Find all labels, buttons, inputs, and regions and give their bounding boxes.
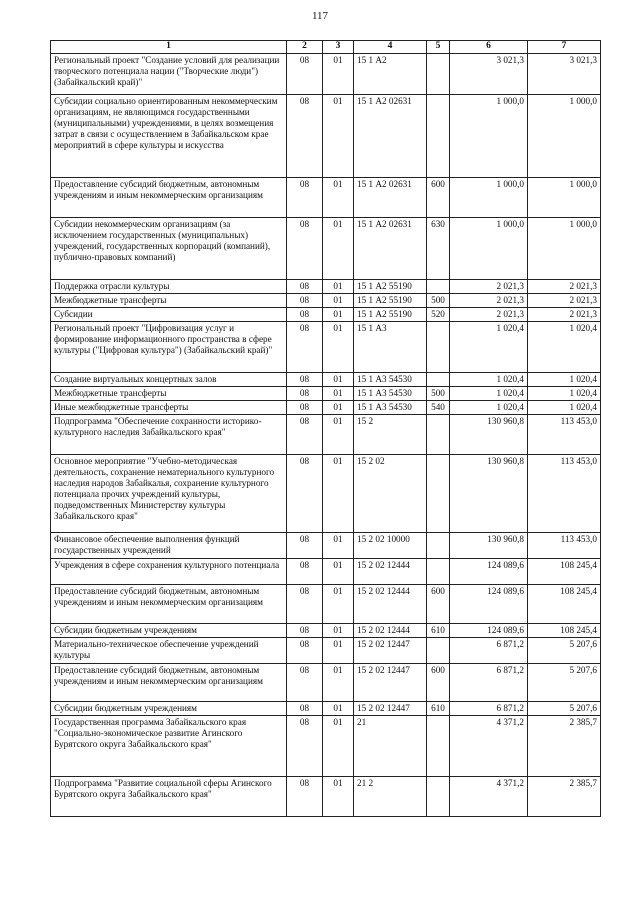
- cell-target-code: 15 1 А2 55190: [354, 280, 427, 294]
- cell-amount-2: 2 021,3: [528, 280, 601, 294]
- cell-amount-1: 1 020,4: [450, 322, 528, 373]
- table-row: [51, 585, 601, 624]
- cell-subsection: 01: [323, 373, 354, 387]
- cell-name: Межбюджетные трансферты: [51, 387, 287, 401]
- cell-target-code: 15 2 02 10000: [354, 533, 427, 559]
- budget-table: [50, 40, 601, 817]
- cell-target-code: 15 1 А2 55190: [354, 294, 427, 308]
- cell-subsection: 01: [323, 401, 354, 415]
- cell-subsection: 01: [323, 308, 354, 322]
- header-col-1: 1: [51, 41, 287, 54]
- cell-amount-1: 3 021,3: [450, 54, 528, 95]
- cell-name: Учреждения в сфере сохранения культурного потенциала: [51, 559, 287, 585]
- cell-expense-type: [427, 322, 450, 373]
- cell-target-code: 15 1 А2 55190: [354, 308, 427, 322]
- cell-name: Субсидии бюджетным учреждениям: [51, 624, 287, 638]
- cell-name: Подпрограмма "Развитие социальной сферы Агинского Бурятского округа Забайкальского края": [51, 777, 287, 817]
- cell-section: 08: [287, 308, 323, 322]
- cell-subsection: 01: [323, 585, 354, 624]
- cell-section: 08: [287, 294, 323, 308]
- cell-amount-2: 1 000,0: [528, 218, 601, 280]
- cell-name: Предоставление субсидий бюджетным, автономным учреждениям и иным некоммерческим организациям: [51, 664, 287, 702]
- cell-name: Субсидии социально ориентированным некоммерческим организациям, не являющимся государственными (муниципальными) учреждениями, в целях возмещения затрат в связи с осуществлением в Забайкальском крае мероприятий в сфере культуры и искусства: [51, 95, 287, 178]
- cell-section: 08: [287, 664, 323, 702]
- cell-section: 08: [287, 178, 323, 218]
- table-row: [51, 702, 601, 716]
- cell-amount-2: 1 020,4: [528, 373, 601, 387]
- table-row: [51, 716, 601, 777]
- table-row: [51, 624, 601, 638]
- cell-expense-type: [427, 415, 450, 455]
- cell-amount-2: 108 245,4: [528, 624, 601, 638]
- cell-subsection: 01: [323, 95, 354, 178]
- cell-section: 08: [287, 559, 323, 585]
- cell-expense-type: [427, 95, 450, 178]
- table-row: [51, 294, 601, 308]
- header-col-4: 4: [354, 41, 427, 54]
- cell-amount-1: 2 021,3: [450, 294, 528, 308]
- cell-subsection: 01: [323, 455, 354, 533]
- cell-amount-1: 1 020,4: [450, 373, 528, 387]
- cell-subsection: 01: [323, 638, 354, 664]
- cell-name: Межбюджетные трансферты: [51, 294, 287, 308]
- cell-expense-type: [427, 777, 450, 817]
- cell-expense-type: [427, 54, 450, 95]
- cell-expense-type: 540: [427, 401, 450, 415]
- table-row: [51, 218, 601, 280]
- cell-target-code: 15 1 А2 02631: [354, 95, 427, 178]
- cell-amount-2: 1 000,0: [528, 95, 601, 178]
- cell-target-code: 15 2 02 12444: [354, 624, 427, 638]
- cell-section: 08: [287, 280, 323, 294]
- cell-name: Предоставление субсидий бюджетным, автономным учреждениям и иным некоммерческим организациям: [51, 178, 287, 218]
- cell-amount-2: 5 207,6: [528, 638, 601, 664]
- cell-amount-1: 1 000,0: [450, 178, 528, 218]
- cell-target-code: 15 2 02 12447: [354, 702, 427, 716]
- cell-amount-1: 1 000,0: [450, 218, 528, 280]
- cell-name: Региональный проект "Цифровизация услуг и формирование информационного пространства в сфере культуры ("Цифровая культура") (Забайкальский край)": [51, 322, 287, 373]
- cell-amount-2: 5 207,6: [528, 702, 601, 716]
- cell-section: 08: [287, 401, 323, 415]
- cell-target-code: 15 2 02 12447: [354, 638, 427, 664]
- cell-subsection: 01: [323, 54, 354, 95]
- cell-name: Создание виртуальных концертных залов: [51, 373, 287, 387]
- cell-name: Поддержка отрасли культуры: [51, 280, 287, 294]
- cell-expense-type: [427, 280, 450, 294]
- table-row: [51, 777, 601, 817]
- cell-expense-type: 630: [427, 218, 450, 280]
- cell-target-code: 15 2 02 12444: [354, 585, 427, 624]
- cell-amount-2: 108 245,4: [528, 585, 601, 624]
- cell-expense-type: 610: [427, 624, 450, 638]
- cell-name: Материально-техническое обеспечение учреждений культуры: [51, 638, 287, 664]
- cell-name: Основное мероприятие "Учебно-методическая деятельность, сохранение нематериального культурного наследия народов Забайкалья, сохранение культурного потенциала прочих учреждений культуры, подведомственных Министерству культуры Забайкальского края": [51, 455, 287, 533]
- cell-section: 08: [287, 54, 323, 95]
- cell-amount-2: 108 245,4: [528, 559, 601, 585]
- cell-amount-1: 4 371,2: [450, 777, 528, 817]
- cell-section: 08: [287, 624, 323, 638]
- cell-expense-type: [427, 716, 450, 777]
- cell-section: 08: [287, 455, 323, 533]
- cell-amount-2: 2 021,3: [528, 294, 601, 308]
- cell-amount-2: 1 020,4: [528, 387, 601, 401]
- cell-section: 08: [287, 322, 323, 373]
- cell-amount-2: 2 021,3: [528, 308, 601, 322]
- table-row: [51, 95, 601, 178]
- table-row: [51, 373, 601, 387]
- cell-expense-type: [427, 455, 450, 533]
- table-row: [51, 638, 601, 664]
- cell-name: Субсидии: [51, 308, 287, 322]
- page-number: 117: [311, 10, 329, 22]
- cell-amount-1: 6 871,2: [450, 638, 528, 664]
- cell-section: 08: [287, 533, 323, 559]
- cell-target-code: 15 2 02 12444: [354, 559, 427, 585]
- cell-amount-1: 124 089,6: [450, 585, 528, 624]
- cell-target-code: 21 2: [354, 777, 427, 817]
- cell-section: 08: [287, 638, 323, 664]
- cell-section: 08: [287, 95, 323, 178]
- cell-section: 08: [287, 218, 323, 280]
- cell-expense-type: 600: [427, 664, 450, 702]
- cell-expense-type: 600: [427, 178, 450, 218]
- cell-amount-1: 2 021,3: [450, 280, 528, 294]
- header-col-5: 5: [427, 41, 450, 54]
- cell-amount-2: 1 020,4: [528, 401, 601, 415]
- cell-amount-1: 124 089,6: [450, 559, 528, 585]
- cell-subsection: 01: [323, 415, 354, 455]
- cell-amount-1: 4 371,2: [450, 716, 528, 777]
- cell-expense-type: [427, 638, 450, 664]
- cell-amount-2: 1 000,0: [528, 178, 601, 218]
- cell-subsection: 01: [323, 178, 354, 218]
- table-row: [51, 455, 601, 533]
- table-row: [51, 280, 601, 294]
- cell-amount-1: 130 960,8: [450, 533, 528, 559]
- table-row: [51, 559, 601, 585]
- table-row: [51, 664, 601, 702]
- cell-amount-2: 113 453,0: [528, 455, 601, 533]
- cell-amount-2: 3 021,3: [528, 54, 601, 95]
- cell-amount-1: 124 089,6: [450, 624, 528, 638]
- cell-section: 08: [287, 415, 323, 455]
- header-col-3: 3: [323, 41, 354, 54]
- cell-subsection: 01: [323, 280, 354, 294]
- cell-section: 08: [287, 702, 323, 716]
- table-body: [51, 54, 601, 817]
- cell-target-code: 15 1 А3: [354, 322, 427, 373]
- cell-subsection: 01: [323, 702, 354, 716]
- cell-expense-type: 500: [427, 387, 450, 401]
- cell-name: Субсидии некоммерческим организациям (за исключением государственных (муниципальных) учреждений, государственных корпораций (компаний), публично-правовых компаний): [51, 218, 287, 280]
- cell-section: 08: [287, 387, 323, 401]
- cell-target-code: 15 2 02: [354, 455, 427, 533]
- cell-amount-2: 113 453,0: [528, 415, 601, 455]
- cell-target-code: 21: [354, 716, 427, 777]
- table-row: [51, 401, 601, 415]
- header-row: [51, 41, 601, 54]
- cell-expense-type: [427, 373, 450, 387]
- cell-amount-2: 2 385,7: [528, 777, 601, 817]
- cell-subsection: 01: [323, 218, 354, 280]
- cell-subsection: 01: [323, 664, 354, 702]
- cell-amount-1: 6 871,2: [450, 664, 528, 702]
- cell-subsection: 01: [323, 533, 354, 559]
- cell-subsection: 01: [323, 387, 354, 401]
- cell-subsection: 01: [323, 559, 354, 585]
- cell-amount-2: 5 207,6: [528, 664, 601, 702]
- cell-expense-type: 520: [427, 308, 450, 322]
- cell-subsection: 01: [323, 716, 354, 777]
- cell-target-code: 15 1 А2 02631: [354, 178, 427, 218]
- cell-amount-2: 2 385,7: [528, 716, 601, 777]
- cell-target-code: 15 1 А2 02631: [354, 218, 427, 280]
- table-row: [51, 178, 601, 218]
- header-col-7: 7: [528, 41, 601, 54]
- cell-target-code: 15 1 А2: [354, 54, 427, 95]
- cell-target-code: 15 1 А3 54530: [354, 373, 427, 387]
- cell-subsection: 01: [323, 624, 354, 638]
- cell-subsection: 01: [323, 777, 354, 817]
- cell-section: 08: [287, 585, 323, 624]
- cell-amount-2: 1 020,4: [528, 322, 601, 373]
- cell-amount-1: 2 021,3: [450, 308, 528, 322]
- cell-name: Финансовое обеспечение выполнения функций государственных учреждений: [51, 533, 287, 559]
- cell-target-code: 15 2: [354, 415, 427, 455]
- cell-name: Подпрограмма "Обеспечение сохранности историко-культурного наследия Забайкальского края": [51, 415, 287, 455]
- cell-name: Государственная программа Забайкальского края "Социально-экономическое развитие Агинского Бурятского округа Забайкальского края": [51, 716, 287, 777]
- cell-expense-type: [427, 559, 450, 585]
- cell-subsection: 01: [323, 322, 354, 373]
- header-col-6: 6: [450, 41, 528, 54]
- header-col-2: 2: [287, 41, 323, 54]
- table-row: [51, 54, 601, 95]
- cell-amount-1: 130 960,8: [450, 455, 528, 533]
- table-row: [51, 308, 601, 322]
- table-row: [51, 533, 601, 559]
- cell-expense-type: 500: [427, 294, 450, 308]
- cell-section: 08: [287, 777, 323, 817]
- table-row: [51, 387, 601, 401]
- cell-name: Региональный проект "Создание условий для реализации творческого потенциала нации ("Творческие люди") (Забайкальский край)": [51, 54, 287, 95]
- cell-name: Субсидии бюджетным учреждениям: [51, 702, 287, 716]
- cell-section: 08: [287, 373, 323, 387]
- cell-target-code: 15 1 А3 54530: [354, 387, 427, 401]
- cell-amount-1: 1 020,4: [450, 387, 528, 401]
- cell-amount-1: 6 871,2: [450, 702, 528, 716]
- cell-name: Иные межбюджетные трансферты: [51, 401, 287, 415]
- cell-amount-1: 1 000,0: [450, 95, 528, 178]
- cell-target-code: 15 2 02 12447: [354, 664, 427, 702]
- cell-target-code: 15 1 А3 54530: [354, 401, 427, 415]
- table-header: [51, 41, 601, 54]
- table-row: [51, 415, 601, 455]
- table-row: [51, 322, 601, 373]
- cell-amount-1: 130 960,8: [450, 415, 528, 455]
- cell-amount-2: 113 453,0: [528, 533, 601, 559]
- cell-name: Предоставление субсидий бюджетным, автономным учреждениям и иным некоммерческим организациям: [51, 585, 287, 624]
- cell-section: 08: [287, 716, 323, 777]
- cell-subsection: 01: [323, 294, 354, 308]
- cell-expense-type: 610: [427, 702, 450, 716]
- cell-expense-type: 600: [427, 585, 450, 624]
- cell-expense-type: [427, 533, 450, 559]
- cell-amount-1: 1 020,4: [450, 401, 528, 415]
